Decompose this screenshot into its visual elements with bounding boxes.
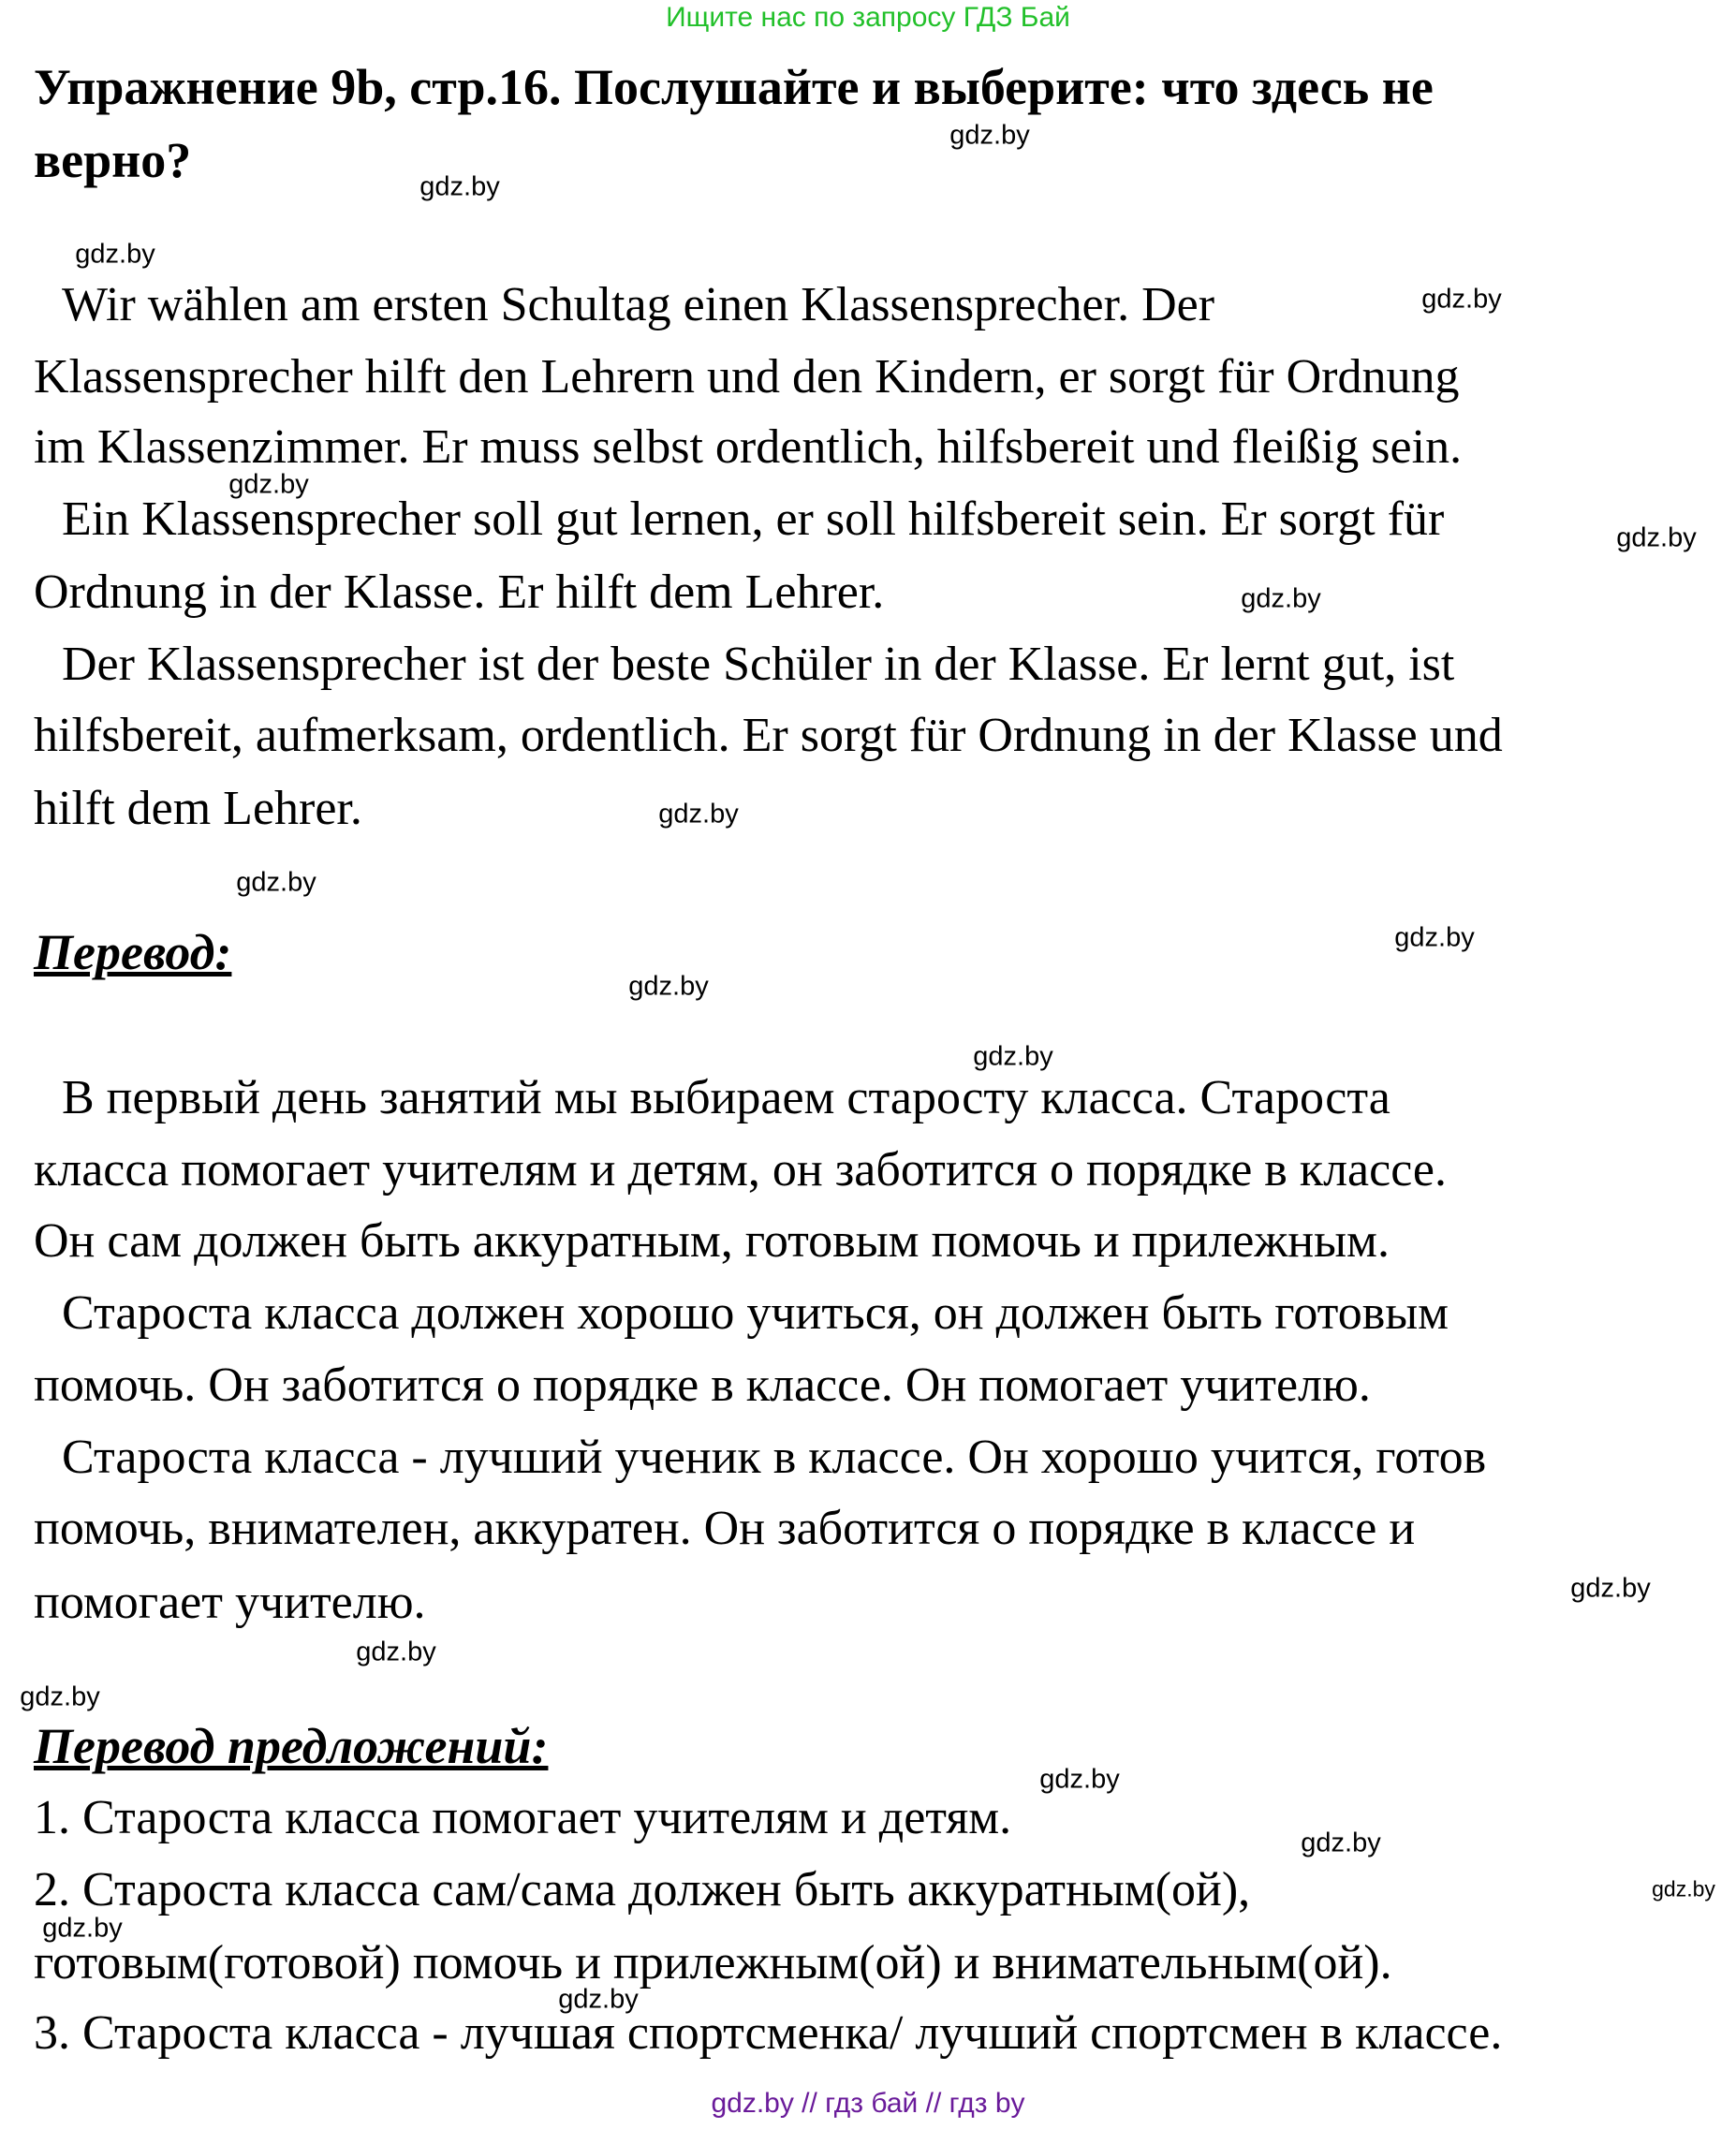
watermark: gdz.by <box>419 171 500 202</box>
german-line: Ein Klassensprecher soll gut lernen, er soll hilfsbereit sein. Er sorgt für <box>62 492 1445 546</box>
translation-line: Он сам должен быть аккуратным, готовым помочь и прилежным. <box>34 1214 1390 1268</box>
watermark: gdz.by <box>658 799 739 830</box>
watermark: gdz.by <box>1652 1876 1715 1901</box>
german-line: hilfsbereit, aufmerksam, ordentlich. Er sorgt für Ordnung in der Klasse und <box>34 709 1503 762</box>
footer-links: gdz.by // гдз бай // гдз by <box>711 2088 1025 2119</box>
watermark: gdz.by <box>949 120 1030 151</box>
watermark: gdz.by <box>1301 1828 1381 1858</box>
watermark: gdz.by <box>1039 1764 1120 1795</box>
sentence-line: 3. Староста класса - лучшая спортсменка/ лучший спортсмен в классе. <box>34 2006 1503 2060</box>
watermark: gdz.by <box>228 469 309 500</box>
sentence-line: 1. Староста класса помогает учителям и детям. <box>34 1791 1012 1844</box>
watermark: gdz.by <box>558 1984 639 2015</box>
german-line: Klassensprecher hilft den Lehrern und den Kindern, er sorgt für Ordnung <box>34 350 1460 404</box>
german-line: Der Klassensprecher ist der beste Schüler in der Klasse. Er lernt gut, ist <box>62 638 1455 691</box>
watermark: gdz.by <box>20 1681 100 1712</box>
watermark: gdz.by <box>973 1041 1053 1072</box>
german-line: im Klassenzimmer. Er muss selbst ordentlich, hilfsbereit und fleißig sein. <box>34 420 1463 474</box>
watermark: gdz.by <box>75 239 155 270</box>
sentence-line: 2. Староста класса сам/сама должен быть аккуратным(ой), <box>34 1863 1251 1916</box>
sentence-line: готовым(готовой) помочь и прилежным(ой) и внимательным(ой). <box>34 1936 1392 1990</box>
translation-line: помочь. Он заботится о порядке в классе. Он помогает учителю. <box>34 1358 1371 1412</box>
translation-line: В первый день занятий мы выбираем старосту класса. Староста <box>62 1071 1390 1124</box>
watermark: gdz.by <box>42 1913 123 1944</box>
watermark: gdz.by <box>1570 1573 1651 1604</box>
exercise-heading: Упражнение 9b, стр.16. Послушайте и выберите: что здесь не <box>34 59 1434 115</box>
translation-line: Староста класса должен хорошо учиться, он должен быть готовым <box>62 1286 1449 1340</box>
exercise-heading-cont: верно? <box>34 132 192 188</box>
watermark: gdz.by <box>356 1637 436 1667</box>
german-line: hilft dem Lehrer. <box>34 782 362 835</box>
translation-heading: Перевод: <box>34 924 232 980</box>
german-line: Wir wählen am ersten Schultag einen Klassensprecher. Der <box>62 278 1215 331</box>
translation-line: класса помогает учителям и детям, он заботится о порядке в классе. <box>34 1143 1448 1197</box>
sentences-heading: Перевод предложений: <box>34 1718 549 1774</box>
watermark: gdz.by <box>628 971 709 1002</box>
watermark: gdz.by <box>1394 922 1475 953</box>
search-banner: Ищите нас по запросу ГДЗ Бай <box>666 2 1070 33</box>
watermark: gdz.by <box>1616 522 1697 553</box>
watermark: gdz.by <box>1241 583 1321 614</box>
watermark: gdz.by <box>236 867 316 898</box>
watermark: gdz.by <box>1421 284 1502 315</box>
translation-line: помочь, внимателен, аккуратен. Он заботится о порядке в классе и <box>34 1502 1416 1555</box>
translation-line: Староста класса - лучший ученик в классе. Он хорошо учится, готов <box>62 1431 1487 1484</box>
translation-line: помогает учителю. <box>34 1576 426 1629</box>
german-line: Ordnung in der Klasse. Er hilft dem Lehrer. <box>34 565 885 619</box>
